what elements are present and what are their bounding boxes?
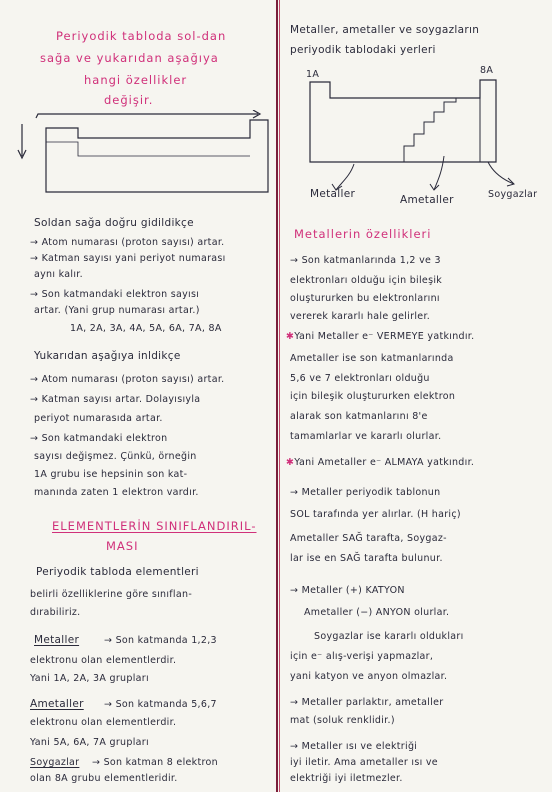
- left-sec2-line-1: Yukarıdan aşağıya inldikçe: [34, 350, 181, 362]
- metallerin-ozellikleri-heading: Metallerin özellikleri: [294, 227, 432, 241]
- left-sec2-line-5: → Son katmandaki elektron: [30, 433, 168, 444]
- right-line-7: için bileşik oluştururken elektron: [290, 391, 456, 402]
- metaller-line-2: elektronu olan elementlerdir.: [30, 655, 177, 666]
- right-line-23: elektriği iyi iletmezler.: [290, 773, 403, 784]
- star-note-1: [286, 330, 474, 343]
- soygazlar-line-1: → Son katman 8 elektron: [92, 757, 218, 768]
- left-sec1-line-7: 1A, 2A, 3A, 4A, 5A, 6A, 7A, 8A: [70, 323, 222, 334]
- left-sec2-line-2: → Atom numarası (proton sayısı) artar.: [30, 374, 225, 385]
- right-line-6: 5,6 ve 7 elektronları olduğu: [290, 373, 430, 384]
- left-sec1-line-4: aynı kalır.: [34, 269, 83, 280]
- right-line-19: → Metaller parlaktır, ametaller: [290, 697, 444, 708]
- right-line-14: → Metaller (+) KATYON: [290, 585, 405, 596]
- right-line-12: Ametaller SAĞ tarafta, Soygaz-: [290, 533, 447, 544]
- metaller-line-3: Yani 1A, 2A, 3A grupları: [30, 673, 149, 684]
- right-line-21: → Metaller ısı ve elektriği: [290, 741, 418, 752]
- right-line-15: Ametaller (−) ANYON olurlar.: [304, 607, 450, 618]
- right-line-8: alarak son katmanlarını 8'e: [290, 411, 428, 422]
- left-sec3-line-2: belirli özelliklerine göre sınıflan-: [30, 589, 193, 600]
- left-sec3-line-3: dırabiliriz.: [30, 607, 81, 618]
- label-1a: 1A: [306, 69, 320, 80]
- left-sec1-line-6: artar. (Yani grup numarası artar.): [34, 305, 200, 316]
- right-line-13: lar ise en SAĞ tarafta bulunur.: [290, 553, 443, 564]
- star-note-2: [286, 456, 474, 469]
- right-line-1: → Son katmanlarında 1,2 ve 3: [290, 255, 441, 266]
- right-line-16: Soygazlar ise kararlı oldukları: [314, 631, 464, 642]
- ametaller-line-3: Yani 5A, 6A, 7A grupları: [30, 737, 149, 748]
- right-line-20: mat (soluk renklidir.): [290, 715, 395, 726]
- left-sec3-line-1: Periyodik tabloda elementleri: [36, 566, 199, 578]
- left-sec2-line-4: periyot numarasıda artar.: [34, 413, 163, 424]
- left-title-line-2: sağa ve yukarıdan aşağıya: [40, 51, 219, 65]
- left-sec2-line-6: sayısı değişmez. Çünkü, örneğin: [34, 451, 197, 462]
- classification-heading-line-2: MASI: [106, 539, 139, 553]
- left-title-line-1: Periyodik tabloda sol-dan: [56, 29, 227, 43]
- diagram-label-soygazlar: Soygazlar: [488, 189, 538, 200]
- metaller-term: Metaller: [34, 634, 80, 646]
- right-line-22: iyi iletir. Ama ametaller ısı ve: [290, 757, 438, 768]
- column-divider-inner: [279, 0, 280, 792]
- metaller-line-1: → Son katmanda 1,2,3: [104, 635, 217, 646]
- ametaller-term: Ametaller: [30, 698, 84, 710]
- star-note-1-text: Yani Metaller e⁻ VERMEYE yatkındır.: [294, 331, 475, 342]
- right-line-10: → Metaller periyodik tablonun: [290, 487, 441, 498]
- label-8a: 8A: [480, 65, 494, 76]
- right-line-4: vererek kararlı hale gelirler.: [290, 311, 431, 322]
- diagram-label-metaller: Metaller: [310, 188, 356, 200]
- left-title-line-3: hangi özellikler: [84, 73, 188, 87]
- left-sec1-line-1: Soldan sağa doğru gidildikçe: [34, 217, 194, 229]
- ametaller-line-1: → Son katmanda 5,6,7: [104, 699, 217, 710]
- right-line-2: elektronları olduğu için bileşik: [290, 275, 443, 286]
- right-line-11: SOL tarafında yer alırlar. (H hariç): [290, 509, 461, 520]
- star-icon: ✱: [286, 331, 295, 342]
- left-sec2-line-8: manında zaten 1 elektron vardır.: [34, 487, 199, 498]
- right-line-18: yani katyon ve anyon olmazlar.: [290, 671, 448, 682]
- right-line-9: tamamlarlar ve kararlı olurlar.: [290, 431, 442, 442]
- right-line-17: için e⁻ alış-verişi yapmazlar,: [290, 651, 434, 662]
- periodic-table-outline-sketch: [8, 110, 278, 210]
- right-line-5: Ametaller ise son katmanlarında: [290, 353, 454, 364]
- star-note-2-text: Yani Ametaller e⁻ ALMAYA yatkındır.: [294, 457, 475, 468]
- star-icon: ✱: [286, 457, 295, 468]
- right-title-line-2: periyodik tablodaki yerleri: [290, 44, 436, 56]
- diagram-label-ametaller: Ametaller: [400, 194, 454, 206]
- left-title-line-4: değişir.: [104, 93, 154, 107]
- soygazlar-term: Soygazlar: [30, 757, 80, 768]
- right-title-line-1: Metaller, ametaller ve soygazların: [290, 24, 480, 36]
- left-sec1-line-3: → Katman sayısı yani periyot numarası: [30, 253, 226, 264]
- soygazlar-line-2: olan 8A grubu elementleridir.: [30, 773, 178, 784]
- left-sec2-line-7: 1A grubu ise hepsinin son kat-: [34, 469, 188, 480]
- left-sec2-line-3: → Katman sayısı artar. Dolayısıyla: [30, 394, 201, 405]
- right-line-3: oluştururken bu elektronlarını: [290, 293, 440, 304]
- left-sec1-line-2: → Atom numarası (proton sayısı) artar.: [30, 237, 225, 248]
- left-sec1-line-5: → Son katmandaki elektron sayısı: [30, 289, 200, 300]
- classification-heading-line-1: ELEMENTLERİN SINIFLANDIRIL-: [52, 519, 257, 533]
- ametaller-line-2: elektronu olan elementlerdir.: [30, 717, 177, 728]
